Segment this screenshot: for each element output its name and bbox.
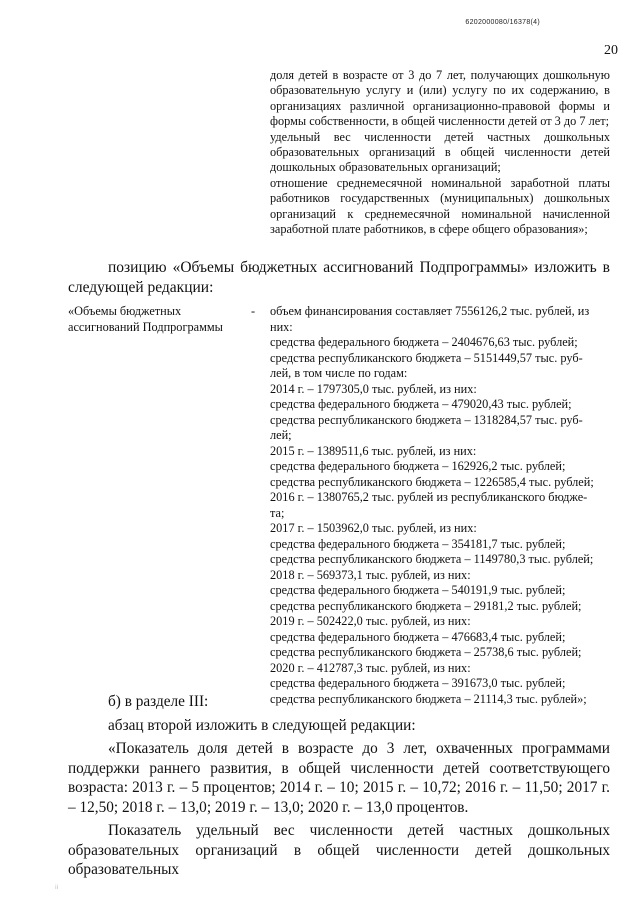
budget-line: средства республиканского бюджета – 1226585,4 тыс. рублей; (270, 474, 594, 489)
indicator-item: удельный вес численности детей частных дошкольных образовательных организаций в общей численности детей дошкольных образовательных организаций; (270, 129, 610, 175)
paragraph-two-intro: абзац второй изложить в следующей редакции: (108, 717, 416, 734)
budget-line: средства федерального бюджета – 354181,7 тыс. рублей; (270, 536, 566, 551)
intro-paragraph (68, 258, 610, 297)
quote-paragraph: «Показатель доля детей в возрасте до 3 лет, охваченных программами поддержки раннего развития, в общей численности детей соответствующего возраста: 2013 г. – 5 процентов; 2014 г. – 10; 2015 г. – 10,72; 2016 г. – 11,50; 2017 г. – 12,50; 2018 г. – 13,0; 2019 г. – 13,0; 2020 г. – 13,0 процентов. (68, 740, 610, 816)
scan-mark: ⅰⅰ (55, 885, 59, 891)
budget-table-label: «Объемы бюджетных ассигнований Подпрограммы (68, 304, 223, 334)
budget-line: средства республиканского бюджета – 21114,3 тыс. рублей»; (270, 691, 587, 706)
budget-line: лей, в том числе по годам: (270, 366, 408, 380)
budget-table-content (270, 304, 610, 707)
budget-line: средства республиканского бюджета – 25738,6 тыс. рублей; (270, 645, 582, 659)
budget-line: 2020 г. – 412787,3 тыс. рублей, из них: (270, 660, 471, 675)
document-code: 6202000080/16378(4) (465, 19, 540, 26)
section-b-heading: б) в разделе III: (108, 693, 209, 710)
budget-line: 2016 г. – 1380765,2 тыс. рублей из республиканского бюдже- (270, 490, 588, 504)
budget-line: средства федерального бюджета – 162926,2 тыс. рублей; (270, 459, 566, 473)
budget-line: 2019 г. – 502422,0 тыс. рублей, из них: (270, 614, 471, 628)
page-number: 20 (604, 43, 618, 58)
budget-line: них: (270, 319, 293, 334)
budget-line: средства республиканского бюджета – 1318284,57 тыс. руб- (270, 412, 583, 427)
budget-line: 2015 г. – 1389511,6 тыс. рублей, из них: (270, 443, 477, 458)
budget-line: средства федерального бюджета – 476683,4 тыс. рублей; (270, 629, 566, 644)
budget-line: 2018 г. – 569373,1 тыс. рублей, из них: (270, 567, 471, 582)
budget-line: средства республиканского бюджета – 29181,2 тыс. рублей; (270, 598, 582, 613)
last-paragraph: Показатель удельный вес численности детей частных дошкольных образовательных организаций в общей численности детей дошкольных образовательных (68, 822, 610, 879)
budget-line: 2014 г. – 1797305,0 тыс. рублей, из них: (270, 381, 477, 396)
indicators-block (270, 68, 610, 237)
budget-line: средства федерального бюджета – 391673,0 тыс. рублей; (270, 676, 566, 690)
budget-table-dash: - (251, 304, 256, 318)
budget-line: средства республиканского бюджета – 1149780,3 тыс. рублей; (270, 552, 594, 566)
budget-line: средства федерального бюджета – 479020,43 тыс. рублей; (270, 397, 572, 411)
budget-line: средства федерального бюджета – 540191,9 тыс. рублей; (270, 583, 566, 597)
budget-line: средства республиканского бюджета – 5151449,57 тыс. руб- (270, 350, 583, 365)
budget-line: 2017 г. – 1503962,0 тыс. рублей, из них: (270, 521, 477, 535)
budget-line: лей; (270, 428, 292, 442)
indicator-item: отношение среднемесячной номинальной заработной платы работников государственных (муниципальных) дошкольных организаций к среднемесячной номинальной начисленной заработной плате работников, в сфере общего образования»; (270, 175, 610, 237)
budget-line: та; (270, 505, 285, 520)
intro-text: позицию «Объемы бюджетных ассигнований Подпрограммы» изложить в следующей редакции: (68, 259, 610, 296)
budget-line: средства федерального бюджета – 2404676,63 тыс. рублей; (270, 335, 578, 349)
indicator-item: доля детей в возрасте от 3 до 7 лет, получающих дошкольную образовательную услугу и (или) услугу по их содержанию, в организациях различной организационно-правовой формы и формы собственности, в общей численности детей от 3 до 7 лет; (270, 68, 610, 129)
budget-line: объем финансирования составляет 7556126,2 тыс. рублей, из (270, 304, 590, 318)
